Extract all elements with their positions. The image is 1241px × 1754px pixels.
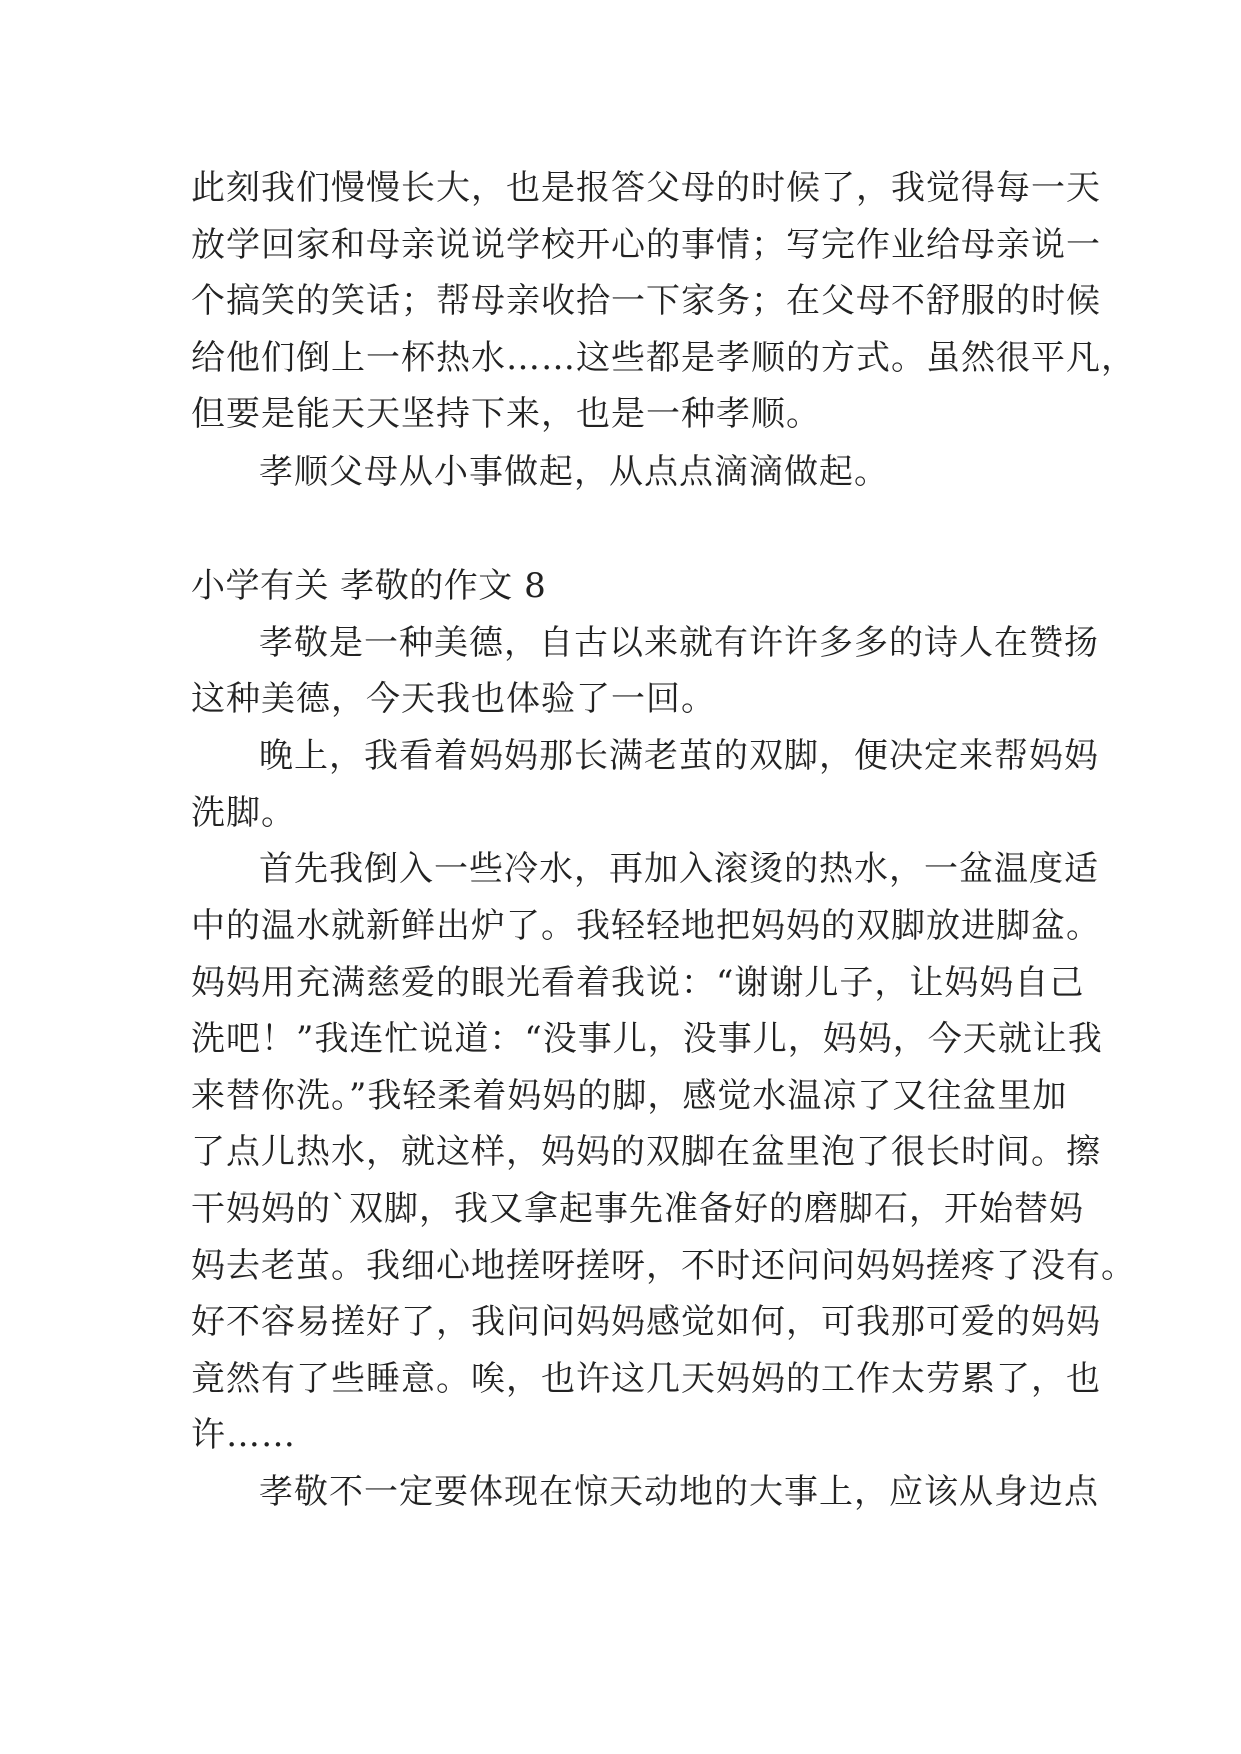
paragraph-line: 妈妈用充满慈爱的眼光看着我说：“谢谢儿子，让妈妈自己 [191,963,1085,1003]
essay-title: 小学有关 孝敬的作文 8 [191,566,547,606]
paragraph-line: 干妈妈的`双脚，我又拿起事先准备好的磨脚石，开始替妈 [191,1189,1084,1229]
paragraph-line: 这种美德，今天我也体验了一回。 [191,679,716,719]
closing-line: 孝顺父母从小事做起，从点点滴滴做起。 [259,452,889,492]
text-line: 给他们倒上一杯热水……这些都是孝顺的方式。虽然很平凡， [191,338,1136,378]
paragraph-line: 洗吧！”我连忙说道：“没事儿，没事儿，妈妈，今天就让我 [191,1019,1103,1059]
paragraph-line: 孝敬不一定要体现在惊天动地的大事上，应该从身边点 [259,1472,1099,1512]
paragraph-line: 孝敬是一种美德，自古以来就有许许多多的诗人在赞扬 [259,623,1099,663]
text-line: 此刻我们慢慢长大，也是报答父母的时候了，我觉得每一天 [191,168,1101,208]
paragraph-line: 妈去老茧。我细心地搓呀搓呀，不时还问问妈妈搓疼了没有。 [191,1246,1136,1286]
paragraph-line: 晚上，我看着妈妈那长满老茧的双脚，便决定来帮妈妈 [259,736,1099,776]
text-line: 但要是能天天坚持下来，也是一种孝顺。 [191,394,821,434]
paragraph-line: 了点儿热水，就这样，妈妈的双脚在盆里泡了很长时间。擦 [191,1132,1101,1172]
paragraph-line: 洗脚。 [191,793,296,833]
paragraph-line: 来替你洗。”我轻柔着妈妈的脚，感觉水温凉了又往盆里加 [191,1076,1068,1116]
paragraph-line: 竟然有了些睡意。唉，也许这几天妈妈的工作太劳累了，也 [191,1359,1101,1399]
paragraph-line: 首先我倒入一些冷水，再加入滚烫的热水，一盆温度适 [259,849,1099,889]
paragraph-line: 好不容易搓好了，我问问妈妈感觉如何，可我那可爱的妈妈 [191,1302,1101,1342]
paragraph-line: 许…… [191,1415,296,1455]
paragraph-line: 中的温水就新鲜出炉了。我轻轻地把妈妈的双脚放进脚盆。 [191,906,1101,946]
text-line: 放学回家和母亲说说学校开心的事情；写完作业给母亲说一 [191,225,1101,265]
text-line: 个搞笑的笑话；帮母亲收拾一下家务；在父母不舒服的时候 [191,281,1101,321]
